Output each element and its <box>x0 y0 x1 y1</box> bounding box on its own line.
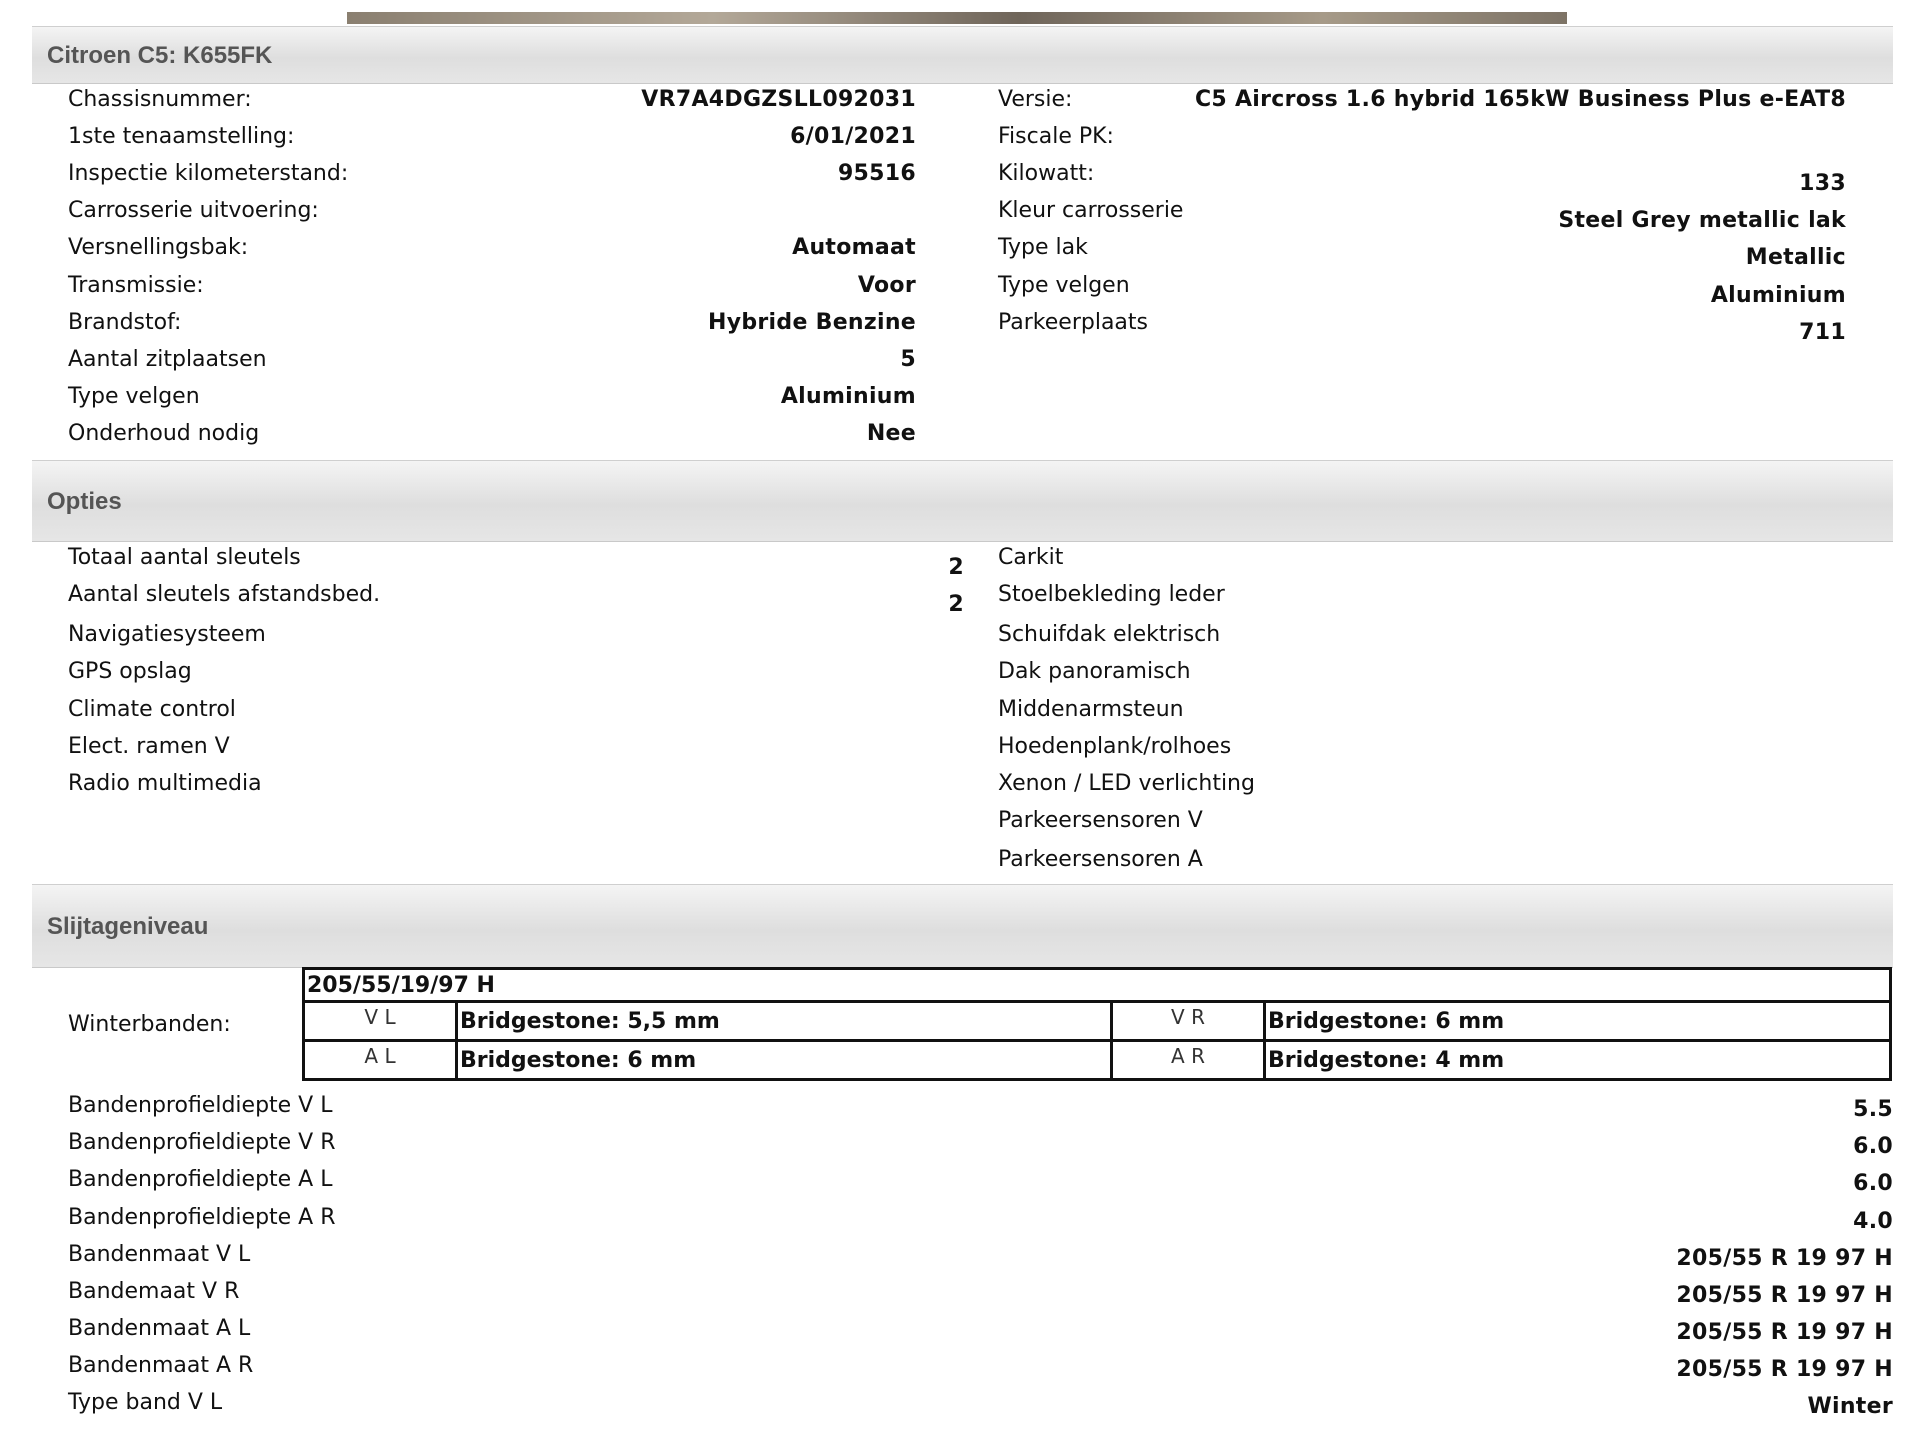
spec-row <box>998 156 1846 196</box>
wear-label: Bandenprofieldiepte V R <box>68 1130 336 1155</box>
option-label: Elect. ramen V <box>68 734 230 759</box>
wear-row <box>68 1237 1893 1273</box>
wear-value: 205/55 R 19 97 H <box>1676 1283 1893 1308</box>
wear-row <box>68 1385 1893 1421</box>
spec-row <box>998 82 1846 118</box>
spec-row <box>998 305 1846 345</box>
vehicle-section-header <box>32 26 1893 84</box>
option-item: Middenarmsteun <box>998 697 1184 722</box>
spec-label: Versnellingsbak: <box>68 235 249 260</box>
wear-row <box>68 1162 1893 1198</box>
option-item: Carkit <box>998 545 1064 570</box>
wear-label: Bandenmaat A R <box>68 1353 254 1378</box>
option-label: Aantal sleutels afstandsbed. <box>68 582 381 607</box>
option-row <box>68 766 964 802</box>
spec-row <box>998 268 1846 308</box>
spec-label: Kleur carrosserie <box>998 198 1184 223</box>
spec-row <box>68 268 916 304</box>
spec-value: C5 Aircross 1.6 hybrid 165kW Business Plus e-EAT8 <box>1194 87 1846 112</box>
spec-value: 95516 <box>837 161 916 186</box>
spec-row <box>68 416 916 452</box>
spec-label: Inspectie kilometerstand: <box>68 161 349 186</box>
spec-label: Fiscale PK: <box>998 124 1114 149</box>
spec-label: Carrosserie uitvoering: <box>68 198 319 223</box>
wear-label: Bandenmaat A L <box>68 1316 251 1341</box>
spec-value: VR7A4DGZSLL092031 <box>641 87 916 112</box>
vehicle-title: Citroen C5: K655FK <box>47 42 273 69</box>
spec-value: Metallic <box>1745 245 1846 270</box>
wear-label: Bandenprofieldiepte A L <box>68 1167 333 1192</box>
spec-value: 133 <box>1799 171 1846 196</box>
option-item: Parkeersensoren V <box>998 808 1203 833</box>
option-item: Schuifdak elektrisch <box>998 622 1221 647</box>
spec-value: Hybride Benzine <box>708 310 916 335</box>
spec-value: Aluminium <box>1710 283 1846 308</box>
spec-row <box>998 193 1846 233</box>
vehicle-photo-edge <box>347 12 1567 24</box>
tyre-brand-al: Bridgestone: 6 mm <box>457 1041 1112 1080</box>
spec-label: Kilowatt: <box>998 161 1095 186</box>
wear-row <box>68 1088 1893 1124</box>
wear-label: Bandenprofieldiepte V L <box>68 1093 333 1118</box>
option-item: Xenon / LED verlichting <box>998 771 1255 796</box>
wear-section-header <box>32 884 1893 968</box>
tyre-position-vr: V R <box>1112 1002 1265 1041</box>
spec-label: Brandstof: <box>68 310 182 335</box>
wear-row <box>68 1200 1893 1236</box>
spec-value: Voor <box>857 273 916 298</box>
spec-label: Transmissie: <box>68 273 204 298</box>
tyre-front-row <box>304 1002 1891 1041</box>
wear-row <box>68 1125 1893 1161</box>
option-row <box>68 617 964 653</box>
tyre-position-ar: A R <box>1112 1041 1265 1080</box>
tyre-rear-row <box>304 1041 1891 1080</box>
option-item: Stoelbekleding leder <box>998 582 1225 607</box>
wear-row <box>68 1274 1893 1310</box>
spec-row <box>68 230 916 266</box>
spec-row <box>68 379 916 415</box>
wear-value: Winter <box>1807 1394 1893 1419</box>
spec-value: Nee <box>866 421 916 446</box>
wear-row <box>68 1311 1893 1347</box>
spec-label: Onderhoud nodig <box>68 421 260 446</box>
option-item: Dak panoramisch <box>998 659 1191 684</box>
spec-row <box>998 119 1846 155</box>
spec-value: Steel Grey metallic lak <box>1558 208 1846 233</box>
spec-row <box>68 156 916 192</box>
wear-label: Bandenmaat V L <box>68 1242 251 1267</box>
wear-value: 205/55 R 19 97 H <box>1676 1246 1893 1271</box>
spec-label: 1ste tenaamstelling: <box>68 124 295 149</box>
options-section-header <box>32 460 1893 542</box>
spec-row <box>68 305 916 341</box>
wear-value: 205/55 R 19 97 H <box>1676 1320 1893 1345</box>
winter-tyres-label: Winterbanden: <box>68 1012 231 1037</box>
wear-value: 5.5 <box>1853 1097 1893 1122</box>
spec-label: Versie: <box>998 87 1073 112</box>
options-title: Opties <box>47 488 122 515</box>
spec-label: Parkeerplaats <box>998 310 1149 335</box>
spec-row <box>68 82 916 118</box>
spec-label: Chassisnummer: <box>68 87 252 112</box>
option-row <box>68 692 964 728</box>
option-row <box>68 540 964 580</box>
wear-label: Type band V L <box>68 1390 223 1415</box>
option-item: Parkeersensoren A <box>998 847 1203 872</box>
option-item: Hoedenplank/rolhoes <box>998 734 1232 759</box>
spec-label: Type velgen <box>68 384 200 409</box>
wear-title: Slijtageniveau <box>47 913 209 940</box>
spec-value: 711 <box>1799 320 1846 345</box>
spec-value: 6/01/2021 <box>790 124 916 149</box>
spec-row <box>68 342 916 378</box>
option-label: GPS opslag <box>68 659 192 684</box>
wear-label: Bandenprofieldiepte A R <box>68 1205 336 1230</box>
tyre-position-vl: V L <box>304 1002 457 1041</box>
spec-value: Automaat <box>792 235 916 260</box>
option-value: 2 <box>948 555 964 580</box>
tyre-position-al: A L <box>304 1041 457 1080</box>
option-row <box>68 729 964 765</box>
wear-row <box>68 1348 1893 1384</box>
tyre-brand-ar: Bridgestone: 4 mm <box>1265 1041 1891 1080</box>
spec-row <box>68 119 916 155</box>
option-row <box>68 654 964 690</box>
wear-value: 4.0 <box>1853 1209 1893 1234</box>
tyre-size-cell: 205/55/19/97 H <box>304 969 1891 1002</box>
spec-value: Aluminium <box>780 384 916 409</box>
option-value: 2 <box>948 592 964 617</box>
option-label: Radio multimedia <box>68 771 262 796</box>
wear-value: 6.0 <box>1853 1134 1893 1159</box>
option-label: Climate control <box>68 697 236 722</box>
option-row <box>68 577 964 617</box>
spec-label: Type lak <box>998 235 1088 260</box>
wear-label: Bandemaat V R <box>68 1279 240 1304</box>
wear-value: 6.0 <box>1853 1171 1893 1196</box>
tyre-brand-vl: Bridgestone: 5,5 mm <box>457 1002 1112 1041</box>
winter-tyres-table <box>302 967 1892 1081</box>
tyre-size-row <box>304 969 1891 1002</box>
option-label: Totaal aantal sleutels <box>68 545 301 570</box>
wear-value: 205/55 R 19 97 H <box>1676 1357 1893 1382</box>
spec-row <box>68 193 916 229</box>
tyre-brand-vr: Bridgestone: 6 mm <box>1265 1002 1891 1041</box>
spec-value: 5 <box>900 347 916 372</box>
spec-label: Aantal zitplaatsen <box>68 347 267 372</box>
spec-label: Type velgen <box>998 273 1130 298</box>
spec-row <box>998 230 1846 270</box>
option-label: Navigatiesysteem <box>68 622 266 647</box>
